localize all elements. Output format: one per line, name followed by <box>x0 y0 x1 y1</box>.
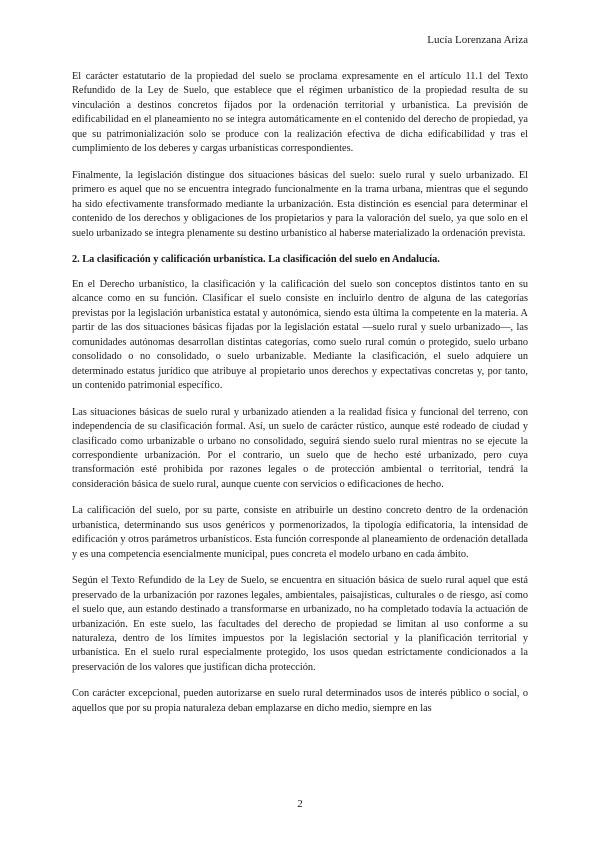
paragraph: El carácter estatutario de la propiedad del suelo se proclama expresamente en el artículo 11.1 del Texto Refundido de la Ley de Suelo, que establece que el régimen urbanístico de la propiedad resulta de su vinculación a destinos concretos fijados por la ordenación territorial y urbanística. La previsión de edificabilidad en el planeamiento no se integra automáticamente en el contenido del derecho de propiedad, ya que su patrimonialización solo se produce con la realización efectiva de dicha edificabilidad y tras el cumplimiento de los deberes y cargas urbanísticas correspondientes. <box>72 71 528 155</box>
paragraph: Con carácter excepcional, pueden autorizarse en suelo rural determinados usos de interés público o social, o aquellos que por su propia naturaleza deban emplazarse en dicho medio, siempre en las <box>72 688 528 714</box>
page-header-author: Lucía Lorenzana Ariza <box>427 34 528 46</box>
paragraph: Según el Texto Refundido de la Ley de Suelo, se encuentra en situación básica de suelo rural aquel que está preservado de la urbanización por razones legales, ambientales, paisajísticas, culturales o de riesgo, así como el suelo que, aun estando destinado a transformarse en urbanizado, no ha completado todavía la actuación de urbanización. En este suelo, las facultades del derecho de propiedad se limitan al uso conforme a su naturaleza, dentro de los límites impuestos por la legislación sectorial y la planificación territorial y urbanística. En el suelo rural especialmente protegido, los usos quedan estrictamente condicionados a la preservación de los valores que justifican dicha protección. <box>72 575 528 673</box>
page-number: 2 <box>297 798 303 810</box>
paragraph: Finalmente, la legislación distingue dos situaciones básicas del suelo: suelo rural y suelo urbanizado. El primero es aquel que no se encuentra integrado funcionalmente en la trama urbana, mientras que el segundo ha sido efectivamente transformado mediante la urbanización. Esta distinción es esencial para determinar el contenido de los derechos y obligaciones de los propietarios y para la valoración del suelo, ya que solo en el suelo urbanizado se integra plenamente su destino urbanístico al haberse materializado la ordenación prevista. <box>72 169 528 239</box>
paragraph: Las situaciones básicas de suelo rural y urbanizado atienden a la realidad física y funcional del terreno, con independencia de su clasificación formal. Así, un suelo de carácter rústico, aunque esté rodeado de ciudad y clasificado como urbanizable o urbano no consolidado, seguirá siendo suelo rural mientras no se ejecute la correspondiente urbanización. Por el contrario, un suelo que de hecho esté urbanizado, pero cuya transformación esté prohibida por razones legales o de protección ambiental o territorial, tendrá la consideración básica de suelo rural, aunque cuente con servicios o edificaciones de hecho. <box>72 406 528 490</box>
paragraph: En el Derecho urbanístico, la clasificación y la calificación del suelo son conceptos distintos tanto en su alcance como en su función. Clasificar el suelo consiste en incluirlo dentro de alguna de las categorías previstas por la legislación urbanística estatal y autonómica, siendo esta última la competente en la materia. A partir de las dos situaciones básicas fijadas por la legislación estatal —suelo rural y suelo urbanizado—, las comunidades autónomas desarrollan distintas categorías, como suelo rural común o protegido, suelo urbano consolidado o no consolidado, o suelo urbanizable. Mediante la clasificación, el suelo adquiere un determinado estatus jurídico que atribuye al propietario unos derechos y expectativas concretas y, por tanto, un contenido patrimonial específico. <box>72 278 528 392</box>
section-heading: 2. La clasificación y calificación urbanística. La clasificación del suelo en Andalucía. <box>72 253 440 265</box>
paragraph: La calificación del suelo, por su parte, consiste en atribuirle un destino concreto dentro de la ordenación urbanística, determinando sus usos genéricos y pormenorizados, la tipología edificatoria, la intensidad de edificación y otros parámetros urbanísticos. Esta función corresponde al planeamiento de ordenación detallada y es una competencia esencialmente municipal, pues concreta el modelo urbano en cada ámbito. <box>72 505 528 560</box>
document-body <box>72 70 528 728</box>
